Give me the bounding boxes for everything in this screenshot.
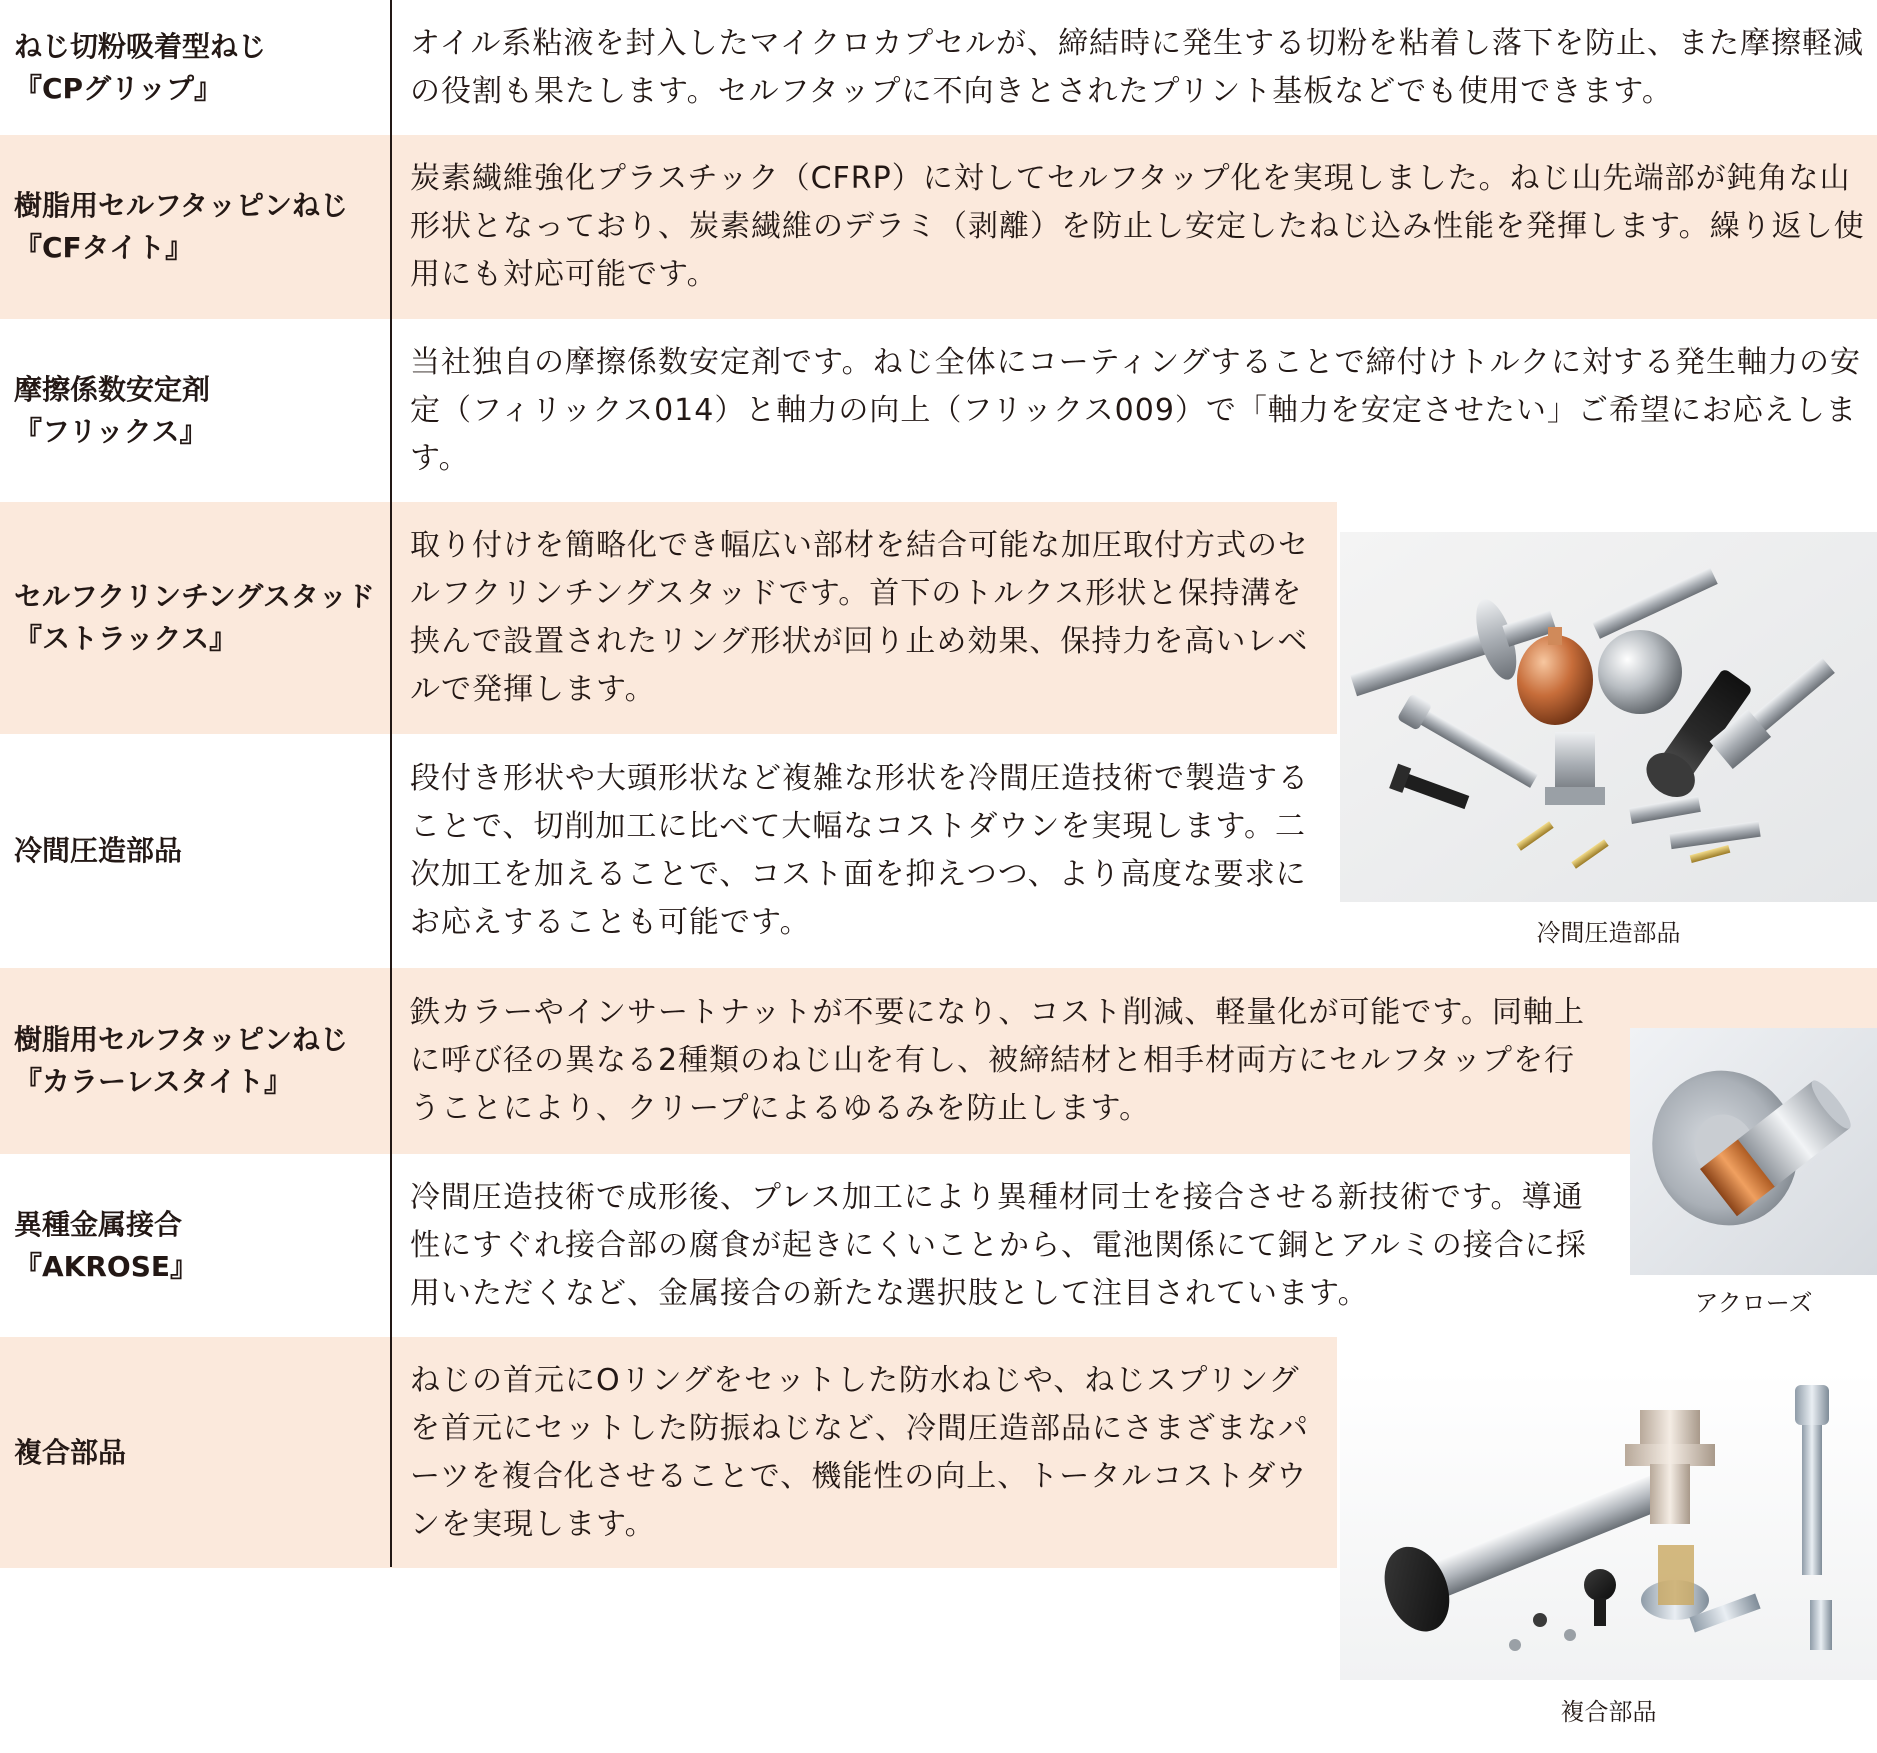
row-1-description [410, 0, 1877, 135]
cold-forged-caption: 冷間圧造部品 [1536, 919, 1681, 947]
row-6-desc-text: 鉄カラーやインサートナットが不要になり、コスト削減、軽量化が可能です。同軸上に呼び径の異なる2種類のねじ山を有し、被締結材と相手材両方にセルフタップを行うことにより、クリープによるゆるみを防止します。 [410, 995, 1585, 1126]
row-8-description [410, 1337, 1315, 1568]
row-4-description [410, 502, 1315, 734]
composite-caption: 複合部品 [1560, 1698, 1657, 1726]
row-2-desc-text: 炭素繊維強化プラスチック（CFRP）に対してセルフタップ化を実現しました。ねじ山先端部が鈍角な山形状となっており、炭素繊維のデラミ（剥離）を防止し安定したねじ込み性能を発揮します。繰り返し使用にも対応可能です。 [410, 161, 1865, 292]
row-4-label-line2: 『ストラックス』 [14, 622, 238, 655]
row-7-desc-text: 冷間圧造技術で成形後、プレス加工により異種材同士を接合させる新技術です。導通性にすぐれ接合部の腐食が起きにくいことから、電池関係にて銅とアルミの接合に採用いただくなど、金属接合の新たな選択肢として注目されています。 [410, 1179, 1587, 1311]
row-7-label [0, 1154, 390, 1337]
row-5-description [410, 734, 1315, 968]
row-2-label-line1: 樹脂用セルフタッピンねじ [14, 189, 349, 222]
akrose-photo [1630, 1028, 1877, 1275]
row-4-label [0, 502, 390, 734]
row-7-description [410, 1154, 1590, 1337]
row-6-label-line2: 『カラーレスタイト』 [14, 1065, 293, 1098]
row-1-label [0, 0, 390, 135]
row-8-label-line1: 複合部品 [14, 1435, 127, 1469]
row-3-label-line2: 『フリックス』 [14, 414, 208, 448]
composite-parts-photo [1340, 1370, 1877, 1680]
row-8-desc-text: ねじの首元にOリングをセットした防水ねじや、ねじスプリングを首元にセットした防振ねじなど、冷間圧造部品にさまざまなパーツを複合化させることで、機能性の向上、トータルコストダウンを実現します。 [410, 1362, 1309, 1542]
row-6-label-line1: 樹脂用セルフタッピンねじ [14, 1023, 349, 1056]
row-2-label [0, 135, 390, 319]
row-3-label [0, 319, 390, 502]
row-5-label-line1: 冷間圧造部品 [14, 834, 183, 867]
row-8-label [0, 1337, 390, 1568]
row-3-description [410, 319, 1877, 502]
row-6-description [410, 968, 1590, 1154]
column-divider [390, 0, 392, 1567]
row-3-desc-text: 当社独自の摩擦係数安定剤です。ねじ全体にコーティングすることで締付けトルクに対する発生軸力の安定（フィリックス014）と軸力の向上（フリックス009）で「軸力を安定させたい」ご希望にお応えします。 [410, 344, 1861, 476]
row-5-desc-text: 段付き形状や大頭形状など複雑な形状を冷間圧造技術で製造することで、切削加工に比べて大幅なコストダウンを実現します。二次加工を加えることで、コスト面を抑えつつ、より高度な要求にお応えすることも可能です。 [410, 761, 1309, 940]
row-2-description [410, 135, 1877, 319]
cold-forged-parts-photo [1340, 532, 1877, 902]
row-5-label [0, 734, 390, 968]
row-1-label-line2: 『CPグリップ』 [14, 71, 222, 105]
row-3-label-line1: 摩擦係数安定剤 [14, 372, 211, 406]
row-1-desc-text: オイル系粘液を封入したマイクロカプセルが、締結時に発生する切粉を粘着し落下を防止、また摩擦軽減の役割も果たします。セルフタップに不向きとされたプリント基板などでも使用できます。 [410, 25, 1864, 109]
row-6-label [0, 968, 390, 1154]
row-4-label-line1: セルフクリンチングスタッド [14, 580, 375, 613]
row-1-label-line1: ねじ切粉吸着型ねじ [14, 29, 267, 63]
row-7-label-line2: 『AKROSE』 [14, 1249, 199, 1283]
row-2-label-line2: 『CFタイト』 [14, 231, 194, 264]
row-7-label-line1: 異種金属接合 [14, 1207, 183, 1241]
row-4-desc-text: 取り付けを簡略化でき幅広い部材を結合可能な加圧取付方式のセルフクリンチングスタッドです。首下のトルクス形状と保持溝を挟んで設置されたリング形状が回り止め効果、保持力を高いレベルで発揮します。 [410, 528, 1309, 707]
akrose-caption: アクローズ [1694, 1289, 1813, 1317]
